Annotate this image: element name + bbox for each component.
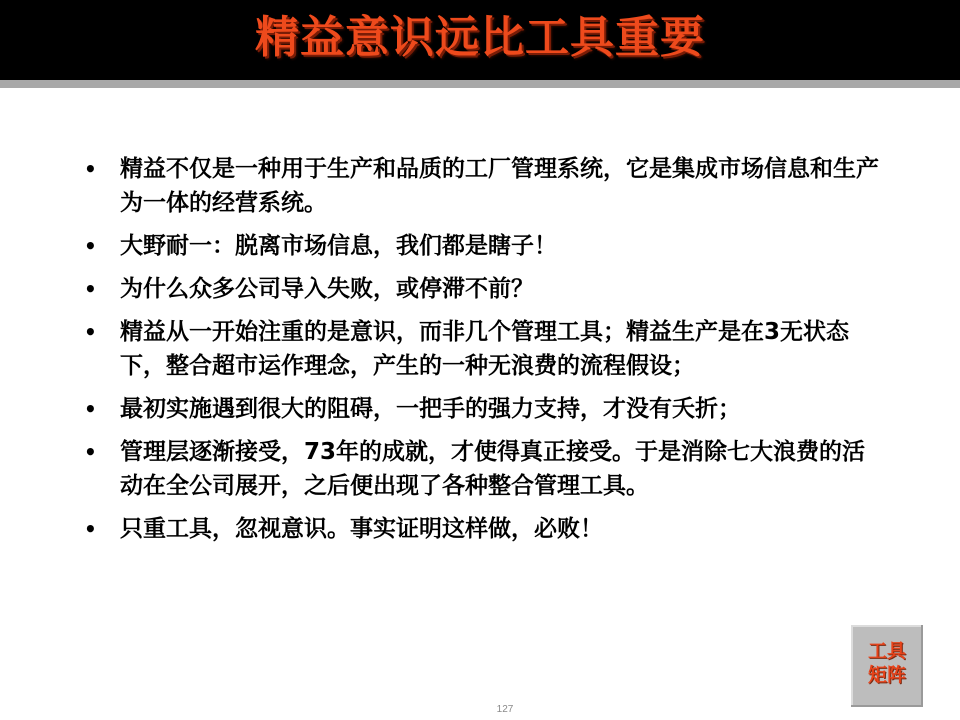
bullet-item xyxy=(84,152,884,220)
bullet-icon: • xyxy=(84,234,97,258)
bullet-item xyxy=(84,512,884,546)
bullet-icon: • xyxy=(84,397,97,421)
bullet-text: 精益不仅是一种用于生产和品质的工厂管理系统，它是集成市场信息和生产为一体的经营系统。 xyxy=(120,156,879,216)
nav-button-label-line1: 工具 xyxy=(867,640,906,662)
slide-title: 精益意识远比工具重要 xyxy=(255,12,705,63)
tool-matrix-nav-button[interactable] xyxy=(851,625,923,707)
title-divider xyxy=(0,80,960,88)
bullet-item xyxy=(84,315,884,383)
bullet-icon: • xyxy=(84,157,97,181)
bullet-item xyxy=(84,272,884,306)
bullet-list xyxy=(84,152,884,555)
bullet-icon: • xyxy=(84,440,97,464)
bullet-item xyxy=(84,229,884,263)
bullet-text: 精益从一开始注重的是意识，而非几个管理工具；精益生产是在3无状态下，整合超市运作理念，产生的一种无浪费的流程假设； xyxy=(120,319,850,379)
page-number: 127 xyxy=(496,704,514,715)
bullet-text: 最初实施遇到很大的阻碍，一把手的强力支持，才没有夭折； xyxy=(120,396,741,422)
bullet-icon: • xyxy=(84,517,97,541)
bullet-text: 只重工具，忽视意识。事实证明这样做，必败！ xyxy=(120,516,603,542)
bullet-text: 为什么众多公司导入失败，或停滞不前？ xyxy=(120,276,534,302)
bullet-item xyxy=(84,392,884,426)
bullet-icon: • xyxy=(84,277,97,301)
bullet-text: 管理层逐渐接受，73年的成就，才使得真正接受。于是消除七大浪费的活动在全公司展开，之后便出现了各种整合管理工具。 xyxy=(120,439,866,499)
bullet-item xyxy=(84,435,884,503)
nav-button-label-line2: 矩阵 xyxy=(867,664,906,686)
bullet-icon: • xyxy=(84,320,97,344)
bullet-text: 大野耐一：脱离市场信息，我们都是瞎子！ xyxy=(120,233,557,259)
